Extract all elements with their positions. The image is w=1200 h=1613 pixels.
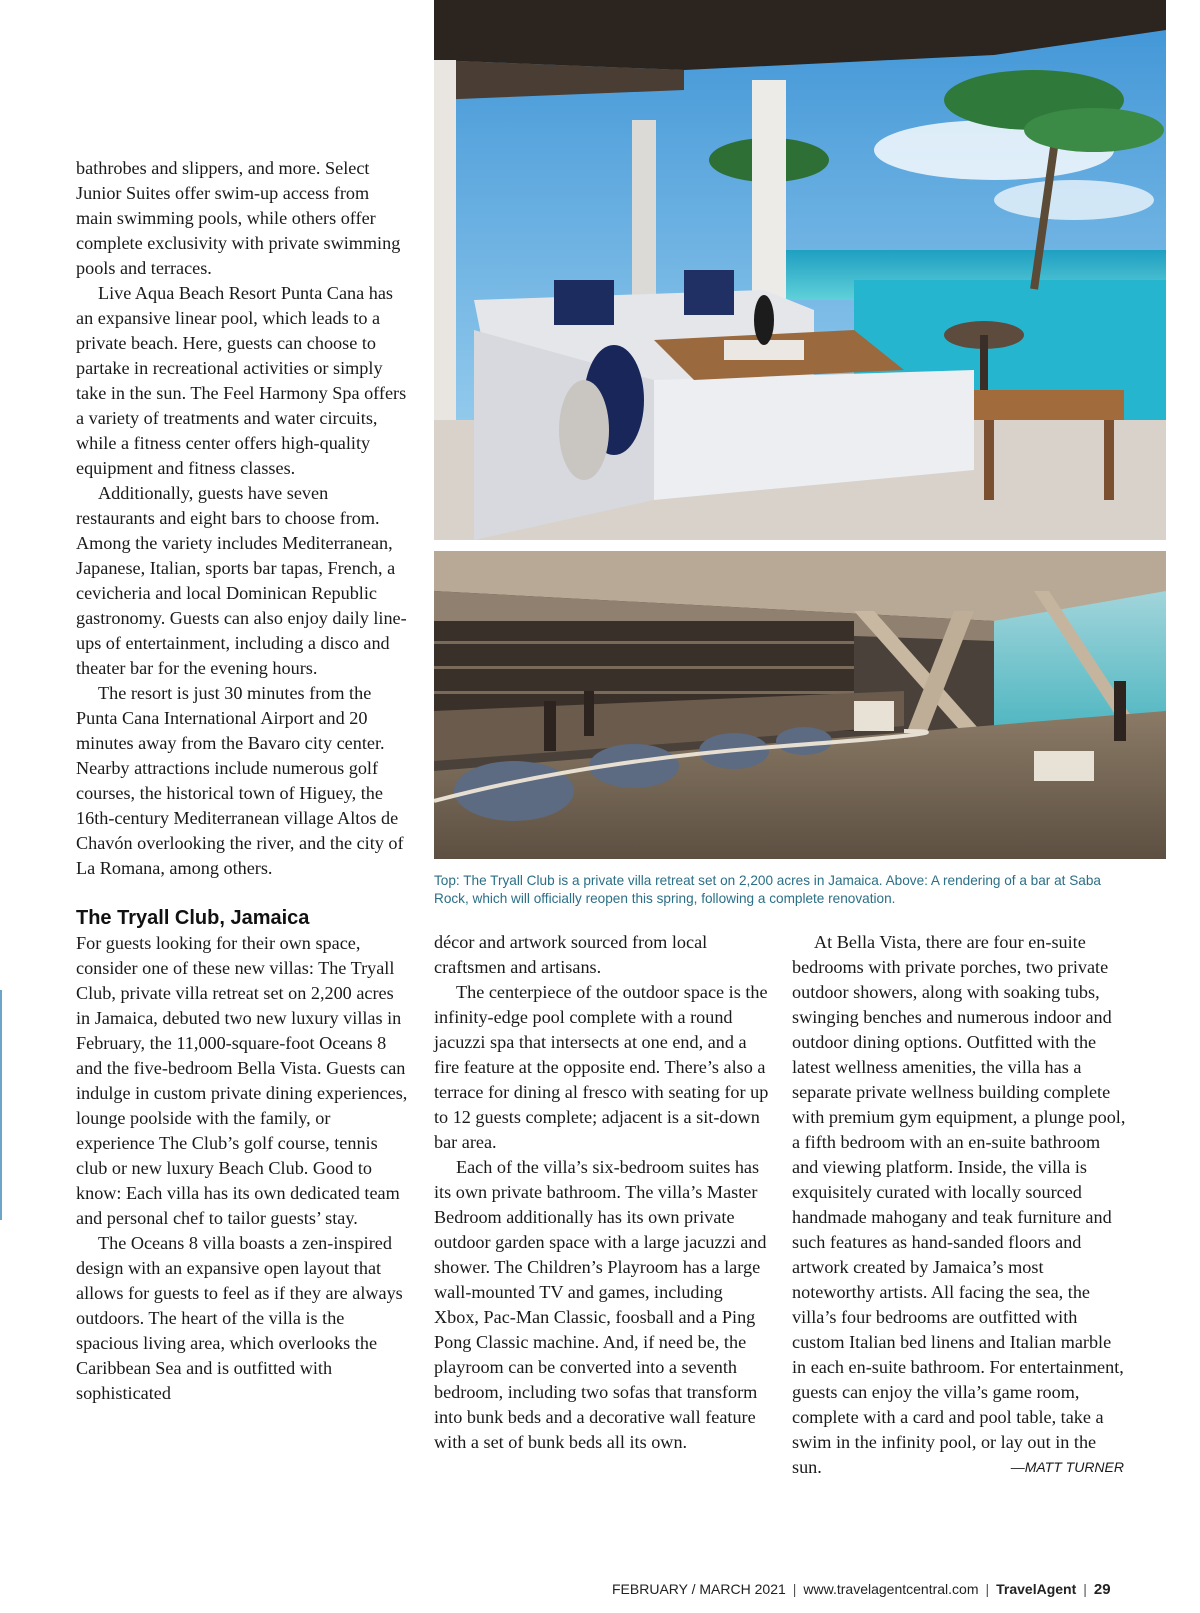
section-heading: The Tryall Club, Jamaica [76,907,310,929]
article-column-2 [434,930,770,1455]
photo-caption: Top: The Tryall Club is a private villa retreat set on 2,200 acres in Jamaica. Above: A rendering of a bar at Saba Rock, which will officially reopen this spring, following a complete renovation. [434,873,1101,906]
paragraph: bathrobes and slippers, and more. Select Junior Suites offer swim-up access from main swimming pools, while others offer complete exclusivity with private swimming pools and terraces. [76,158,401,278]
magazine-brand: TravelAgent [996,1581,1077,1597]
villa-lounge-photo [434,0,1166,540]
saba-rock-bar-photo [434,551,1166,859]
footer-divider: | [985,1581,990,1597]
paragraph-text: At Bella Vista, there are four en-suite bedrooms with private porches, two private outdoor showers, along with soaking tubs, swinging benches and numerous indoor and outdoor dining options. Outfitted with the latest wellness amenities, the villa has a separate private wellness building complete with premium gym equipment, a plunge pool, a fifth bedroom with an en-suite bathroom and viewing platform. Inside, the villa is exquisitely curated with locally sourced handmade mahogany and teak furniture and such features as hand-sanded floors and artwork created by Jamaica’s most noteworthy artists. All facing the sea, the villa’s four bedrooms are outfitted with custom Italian bed linens and Italian marble in each en-suite bathroom. For entertainment, guests can enjoy the villa’s game room, complete with a card and pool table, take a swim in the infinity pool, or lay out in the sun. [792,932,1126,1477]
footer-divider: | [792,1581,797,1597]
page-number: 29 [1093,1581,1111,1598]
paragraph: décor and artwork sourced from local craftsmen and artisans. [434,932,708,977]
article-column-3 [792,930,1128,1480]
issue-date: FEBRUARY / MARCH 2021 [612,1581,786,1597]
paragraph: Each of the villa’s six-bedroom suites has its own private bathroom. The villa’s Master Bedroom additionally has its own private outdoor garden space with a large jacuzzi and shower. The Children’s Playroom has a large wall-mounted TV and games, including Xbox, Pac-Man Classic, foosball and a Ping Pong Classic machine. And, if need be, the playroom can be converted into a seventh bedroom, including two sofas that transform into bunk beds and a decorative wall feature with a set of bunk beds all its own. [434,1157,767,1452]
paragraph: For guests looking for their own space, consider one of these new villas: The Tryall Club, private villa retreat set on 2,200 acres in Jamaica, debuted two new luxury villas in February, the 11,000-square-foot Oceans 8 and the five-bedroom Bella Vista. Guests can indulge in custom private dining experiences, lounge poolside with the family, or experience The Club’s golf course, tennis club or new luxury Beach Club. Good to know: Each villa has its own dedicated team and personal chef to tailor guests’ stay. [76,933,408,1228]
article-column-1 [76,156,410,1406]
author-byline: —MATT TURNER [1010,1459,1124,1475]
paragraph [792,930,1128,1480]
paragraph: The centerpiece of the outdoor space is the infinity-edge pool complete with a round jacuzzi spa that intersects at one end, and a fire feature at the opposite end. There’s also a terrace for dining al fresco with seating for up to 12 guests complete; adjacent is a sit-down bar area. [434,982,769,1152]
page-footer [612,1581,1172,1598]
paragraph: The Oceans 8 villa boasts a zen-inspired design with an expansive open layout that allows for guests to feel as if they are always outdoors. The heart of the villa is the spacious living area, which overlooks the Caribbean Sea and is outfitted with sophisticated [76,1233,403,1403]
footer-divider: | [1083,1581,1087,1597]
page-edge-mark [0,990,2,1220]
paragraph: The resort is just 30 minutes from the Punta Cana International Airport and 20 minutes away from the Bavaro city center. Nearby attractions include numerous golf courses, the historical town of Higuey, the 16th-century Mediterranean village Altos de Chavón overlooking the river, and the city of La Romana, among others. [76,683,404,878]
paragraph: Additionally, guests have seven restaurants and eight bars to choose from. Among the variety includes Mediterranean, Japanese, Italian, sports bar tapas, French, a cevicheria and local Dominican Republic gastronomy. Guests can also enjoy daily line-ups of entertainment, including a disco and theater bar for the evening hours. [76,483,407,678]
website-link[interactable]: www.travelagentcentral.com [803,1581,979,1597]
paragraph: Live Aqua Beach Resort Punta Cana has an expansive linear pool, which leads to a private beach. Here, guests can choose to partake in recreational activities or simply take in the sun. The Feel Harmony Spa offers a variety of treatments and water circuits, while a fitness center offers high-quality equipment and fitness classes. [76,283,407,478]
